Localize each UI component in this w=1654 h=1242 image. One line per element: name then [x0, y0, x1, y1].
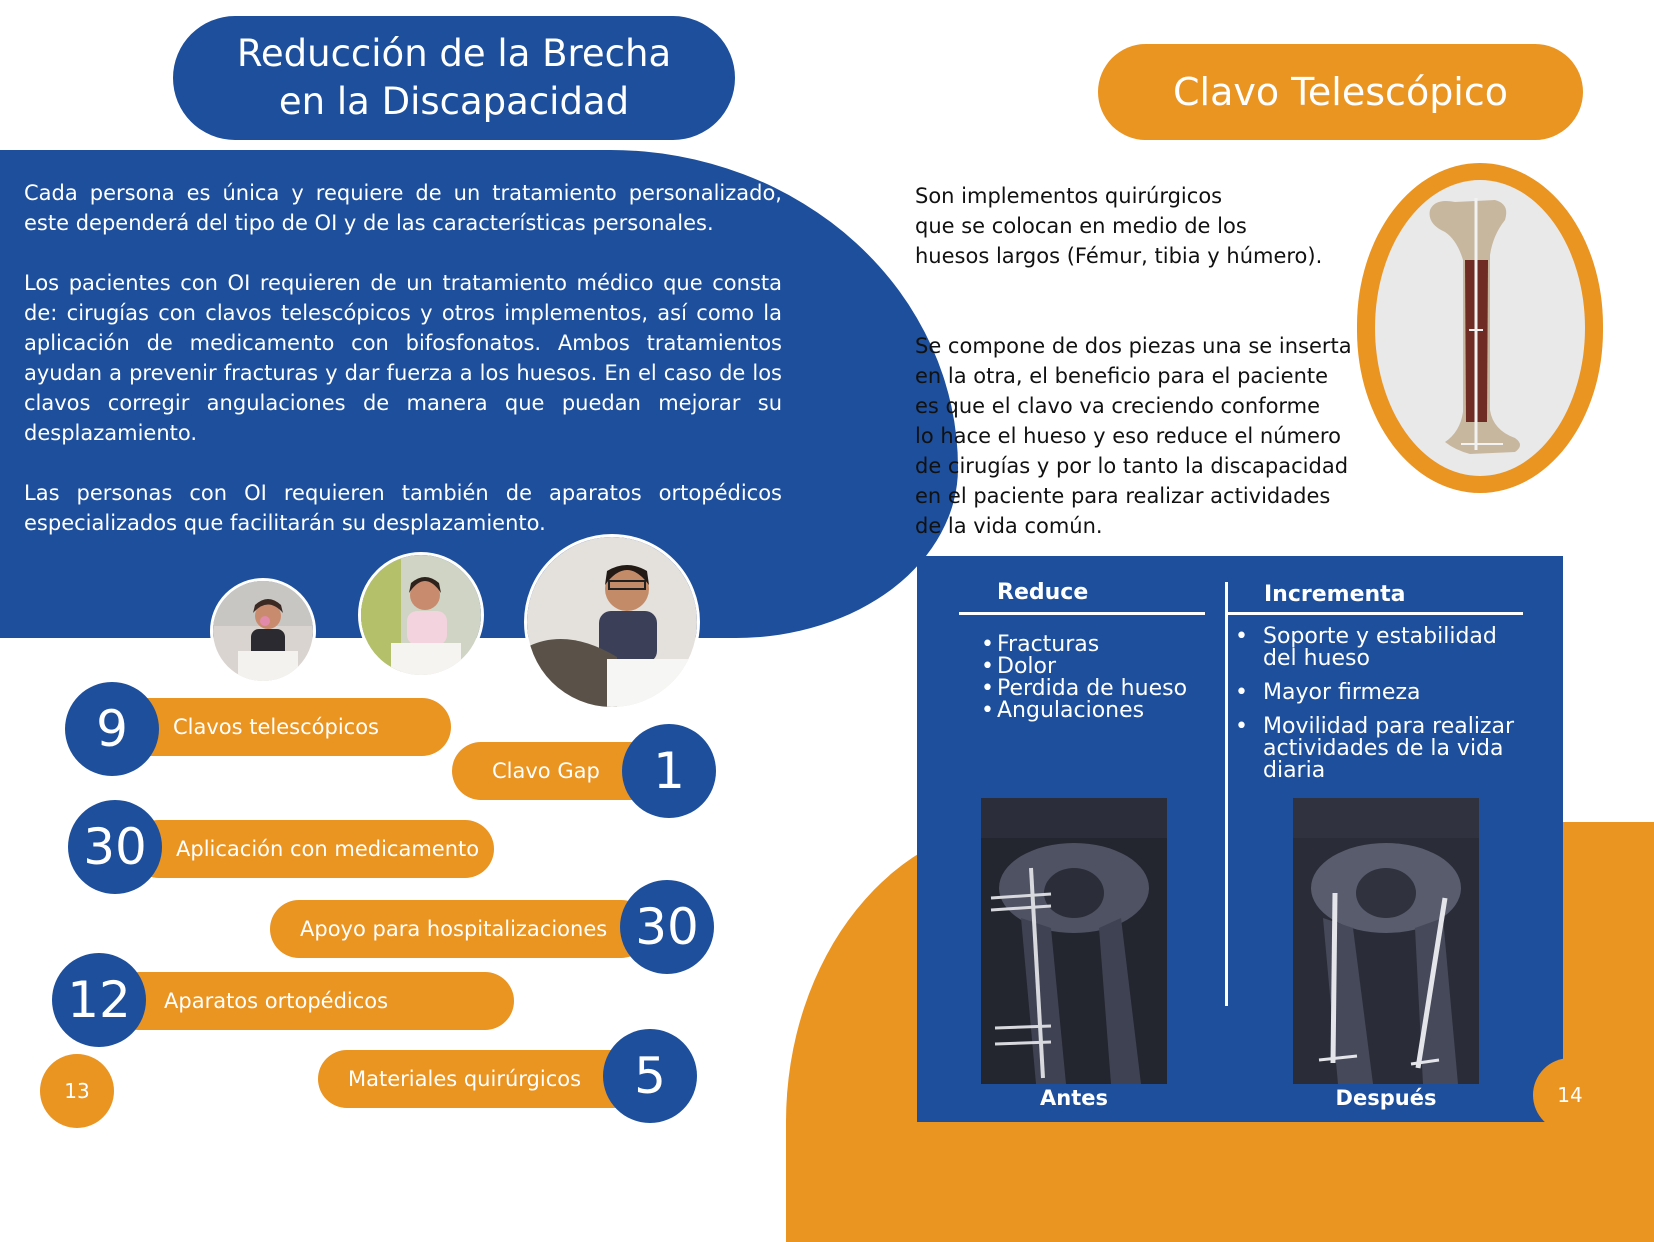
stat-label-hospitalizaciones [270, 900, 650, 958]
stat-label-aplicacion-medicamento [130, 820, 494, 878]
stat-label-materiales-quirurgicos [318, 1050, 648, 1108]
increment-list [1235, 626, 1535, 782]
stat-number-materiales-quirurgicos: 5 [603, 1029, 697, 1123]
divider-left [959, 612, 1205, 615]
increment-item: • Mayor firmeza [1235, 682, 1535, 704]
title-line-2: en la Discapacidad [278, 80, 630, 123]
left-page-title [173, 16, 735, 140]
stat-number-hospitalizaciones: 30 [620, 880, 714, 974]
reduce-item: • Perdida de hueso [981, 678, 1187, 700]
paragraph-3: Las personas con OI requieren también de aparatos ortopédicos especializados que facilitarán su desplazamiento. [24, 481, 782, 535]
description-line: Se compone de dos piezas una se inserta [915, 334, 1352, 358]
reduce-item: • Angulaciones [981, 700, 1187, 722]
description-2 [915, 331, 1352, 541]
page-number-left: 13 [40, 1054, 114, 1128]
stat-label-text: Materiales quirúrgicos [348, 1067, 582, 1091]
stat-number-aparatos-ortopedicos: 12 [52, 953, 146, 1047]
column-divider [1225, 582, 1228, 1006]
reduce-item: • Dolor [981, 656, 1187, 678]
description-line: Son implementos quirúrgicos [915, 184, 1223, 208]
description-line: de cirugías y por lo tanto la discapacidad [915, 454, 1349, 478]
description-line: huesos largos (Fémur, tibia y húmero). [915, 244, 1323, 268]
paragraph-2: Los pacientes con OI requieren de un tratamiento médico que consta de: cirugías con clavos telescópicos y otros implementos, así como la aplicación de medicamento con bifosfonatos. Ambos tratamientos ayudan a prevenir fracturas y dar fuerza a los huesos. En el caso de los clavos corregir angulaciones de manera que puedan mejorar su desplazamiento. [24, 271, 782, 445]
stat-label-text: Clavo Gap [492, 759, 600, 783]
reduce-list [981, 634, 1187, 722]
child-photo-1 [210, 578, 316, 684]
right-page-title: Clavo Telescópico [1098, 44, 1583, 140]
stat-number-clavos-telescopicos: 9 [65, 682, 159, 776]
before-caption: Antes [1040, 1086, 1108, 1110]
xray-before [981, 798, 1167, 1084]
xray-after [1293, 798, 1479, 1084]
paragraph-1: Cada persona es única y requiere de un tratamiento personalizado, este dependerá del tipo de OI y de las características personales. [24, 181, 782, 235]
page-number-right: 14 [1533, 1058, 1607, 1132]
after-caption: Después [1335, 1086, 1437, 1110]
description-line: que se colocan en medio de los [915, 214, 1247, 238]
reduce-item: • Fracturas [981, 634, 1187, 656]
title-line-1: Reducción de la Brecha [236, 32, 672, 75]
reduce-header: Reduce [997, 580, 1089, 605]
stat-label-text: Aparatos ortopédicos [164, 989, 389, 1013]
stat-label-text: Aplicación con medicamento [176, 837, 480, 861]
increment-item: • Soporte y estabilidad del hueso [1235, 626, 1535, 670]
left-body-text [24, 178, 782, 568]
description-line: lo hace el hueso y eso reduce el número [915, 424, 1341, 448]
stat-number-aplicacion-medicamento: 30 [68, 800, 162, 894]
description-line: es que el clavo va creciendo conforme [915, 394, 1321, 418]
description-line: en la otra, el beneficio para el paciente [915, 364, 1329, 388]
stat-label-text: Apoyo para hospitalizaciones [300, 917, 608, 941]
stat-label-aparatos-ortopedicos [110, 972, 514, 1030]
divider-right [1227, 612, 1523, 615]
benefits-panel [917, 556, 1563, 1122]
description-line: en el paciente para realizar actividades [915, 484, 1331, 508]
stat-label-clavos-telescopicos [115, 698, 451, 756]
stat-number-clavo-gap: 1 [622, 724, 716, 818]
description-1 [915, 181, 1322, 271]
child-photo-3 [524, 534, 700, 710]
femur-nail-illustration [1375, 180, 1585, 476]
increment-header: Incrementa [1264, 582, 1406, 607]
increment-item: • Movilidad para realizar actividades de la vida diaria [1235, 716, 1535, 782]
stat-label-text: Clavos telescópicos [173, 715, 380, 739]
description-line: de la vida común. [915, 514, 1103, 538]
child-photo-2 [358, 552, 484, 678]
